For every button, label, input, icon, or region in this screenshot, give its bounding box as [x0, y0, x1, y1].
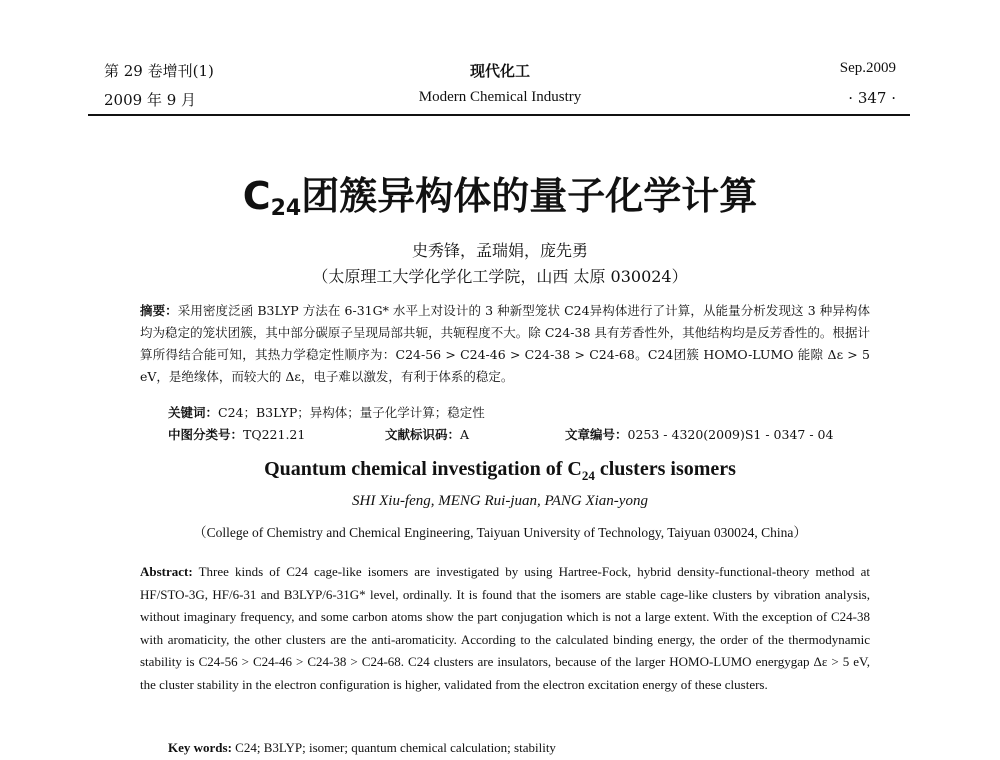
- keywords-cn: 关键词：C24；B3LYP；异构体；量子化学计算；稳定性: [168, 405, 485, 420]
- abstract-en-label: Abstract:: [140, 564, 193, 579]
- clc-number: 中图分类号：TQ221.21: [168, 427, 306, 442]
- abstract-cn: [140, 300, 870, 388]
- abstract-cn-label: 摘要：: [140, 303, 178, 318]
- page-number: · 347 ·: [848, 89, 896, 107]
- authors-en: SHI Xiu-feng, MENG Rui-juan, PANG Xian-yong: [352, 493, 648, 509]
- authors-cn: 史秀锋，孟瑞娟，庞先勇: [411, 241, 588, 260]
- paper-title-en: Quantum chemical investigation of $C_{24}$ clusters isomers: [264, 458, 736, 483]
- affiliation-en: （College of Chemistry and Chemical Engineering, Taiyuan University of Technology, Taiyuan 030024, China）: [193, 525, 807, 540]
- keywords-en: Key words: C24; B3LYP; isomer; quantum chemical calculation; stability: [168, 740, 556, 755]
- header-rule: [88, 114, 910, 116]
- abstract-cn-text: 采用密度泛函 B3LYP 方法在 6-31G* 水平上对设计的 3 种新型笼状 C24异构体进行了计算，从能量分析发现这 3 种异构体均为稳定的笼状团簇，其中部分碳原子呈现局部共轭，共轭程度不大。除 C24-38 具有芳香性外，其他结构均是反芳香性的。根据计算所得结合能可知，其热力学稳定性顺序为：C24-56 > C24-46 > C24-38 > C24-68。C24团簇 HOMO-LUMO 能隙 Δε > 5 eV，是绝缘体，而较大的 Δε，电子难以激发，有利于体系的稳定。: [140, 303, 870, 384]
- volume-issue-cn: 第 29 卷增刊(1): [104, 62, 214, 80]
- affiliation-cn: （太原理工大学化学化工学院，山西 太原 030024）: [312, 267, 688, 286]
- journal-name-en: Modern Chemical Industry: [418, 89, 582, 105]
- abstract-en-text: Three kinds of C24 cage-like isomers are investigated by using Hartree-Fock, hybrid density-functional-theory method at HF/STO-3G, HF/6-31 and B3LYP/6-31G* level, ordinally. It is found that the isomers are stable cage-like clusters by vibration analysis, without imaginary frequency, and some carbon atoms show the part conjugation which is not a large extent. With the exception of C24-38 with aromaticity, the other clusters are the anti-aromaticity. According to the calculated binding energy, the order of the thermodynamic stability is C24-56 > C24-46 > C24-38 > C24-68. C24 clusters are insulators, because of the larger HOMO-LUMO energygap Δε > 5 eV, the cluster stability in the electron configuration is higher, validated from the electron excitation energy of these clusters.: [140, 564, 870, 692]
- abstract-en: [140, 561, 870, 696]
- paper-title-cn: $C_{24}$团簇异构体的量子化学计算: [242, 174, 758, 221]
- journal-name-cn: 现代化工: [469, 62, 530, 80]
- date-cn: 2009 年 9 月: [104, 91, 197, 109]
- date-en: Sep.2009: [839, 60, 896, 76]
- document-code: 文献标识码：A: [385, 427, 470, 442]
- article-number: 文章编号：0253 - 4320(2009)S1 - 0347 - 04: [565, 427, 834, 442]
